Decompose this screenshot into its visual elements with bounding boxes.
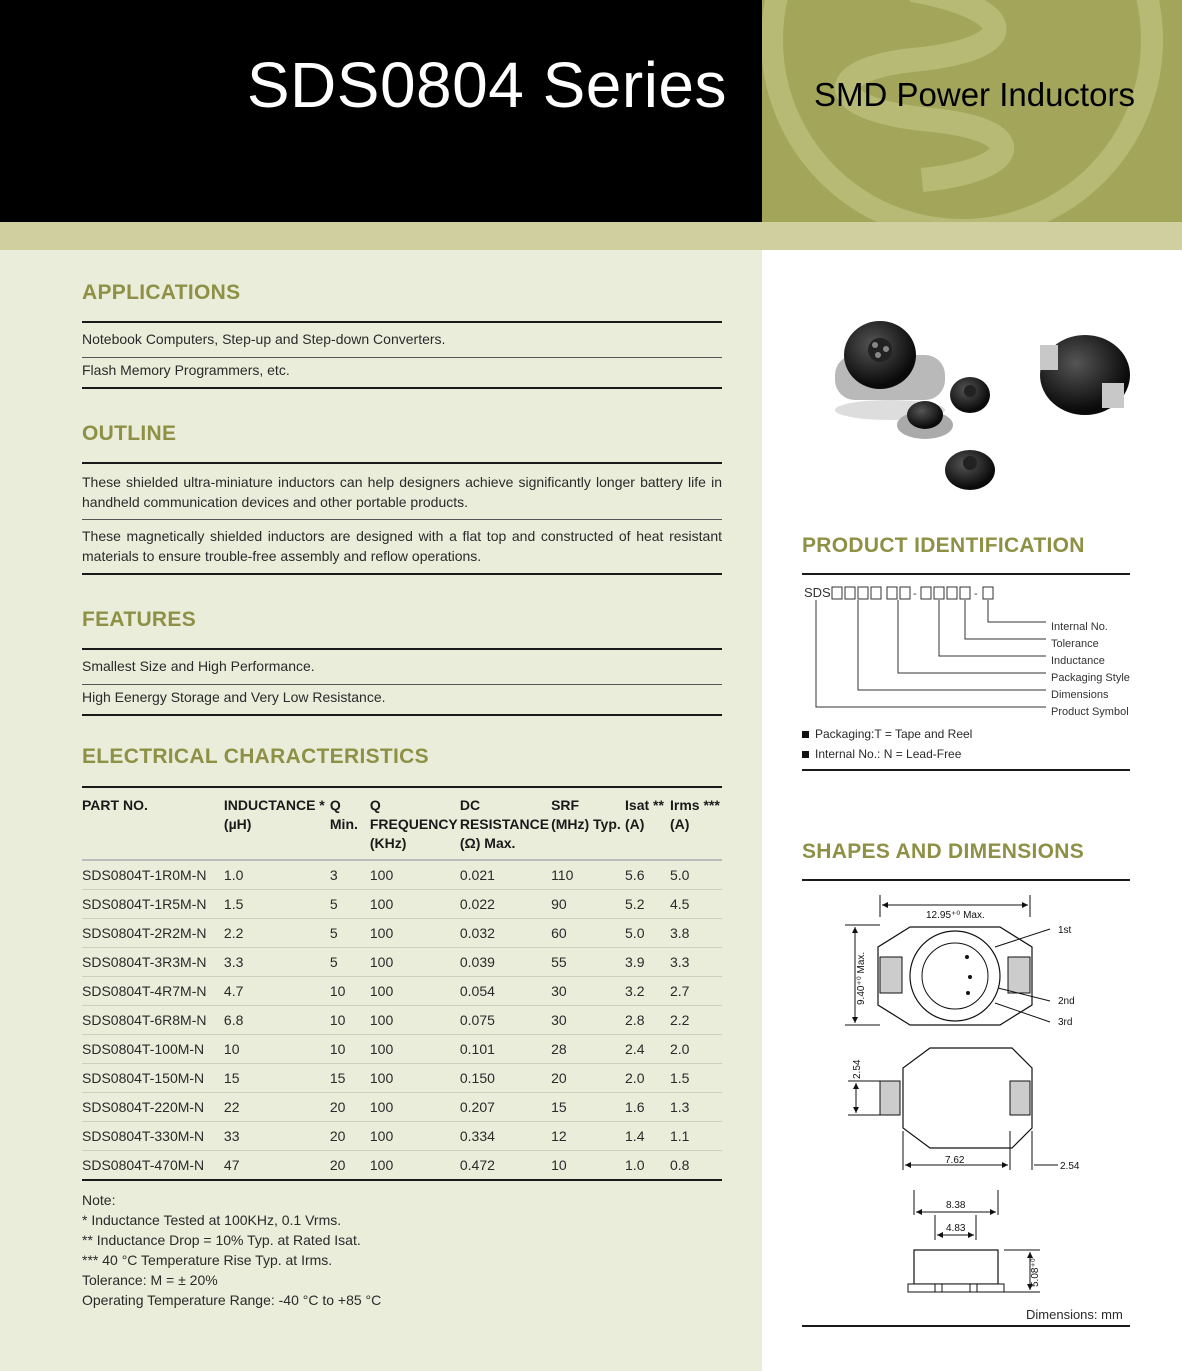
outline-heading: OUTLINE <box>82 422 177 445</box>
notes-block <box>82 1190 381 1310</box>
pid-legend-text: Packaging:T = Tape and Reel <box>815 727 973 741</box>
part-number-cell: SDS0804T-220M-N <box>82 1099 205 1115</box>
header-text: INDUCTANCE * <box>223 797 325 813</box>
note-line: * Inductance Tested at 100KHz, 0.1 Vrms. <box>82 1212 342 1228</box>
divider <box>802 879 1130 881</box>
note-line: Tolerance: M = ± 20% <box>82 1272 218 1288</box>
divider <box>82 648 722 650</box>
table-cell: 1.3 <box>669 1099 690 1115</box>
pid-leader-lines <box>816 600 1046 707</box>
table-header-cell <box>625 787 670 860</box>
table-cell: 15 <box>223 1070 240 1086</box>
table-cell: 4.5 <box>669 896 690 912</box>
table-cell: 5 <box>329 925 338 941</box>
table-row <box>82 1035 722 1064</box>
table-cell: 0.022 <box>459 896 495 912</box>
table-cell: 100 <box>369 1070 394 1086</box>
table-cell: 20 <box>551 1070 567 1086</box>
dim-762-label: 7.62 <box>945 1155 965 1166</box>
table-cell: 100 <box>369 1041 394 1057</box>
shapes-dimensions-heading: SHAPES AND DIMENSIONS <box>802 840 1085 863</box>
table-cell: 1.0 <box>625 1157 645 1173</box>
table-cell: 10 <box>329 1041 346 1057</box>
table-cell: 2.0 <box>625 1070 645 1086</box>
dim-254-side-label: 2.54 <box>852 1059 863 1079</box>
header-text: (A) <box>669 816 690 832</box>
bullet-square-icon <box>802 731 809 738</box>
pid-dash: - <box>974 588 978 600</box>
table-row <box>82 860 722 890</box>
pin-label-1st: 1st <box>1058 925 1072 936</box>
table-cell: 3.9 <box>625 954 645 970</box>
divider <box>802 1325 1130 1327</box>
note-line: ** Inductance Drop = 10% Typ. at Rated Isat. <box>82 1232 361 1248</box>
table-cell: 3.3 <box>669 954 690 970</box>
table-cell: 3.8 <box>669 925 690 941</box>
pid-dash: - <box>913 588 917 600</box>
divider <box>82 684 722 685</box>
table-cell: 100 <box>369 867 394 883</box>
table-cell: 20 <box>329 1157 346 1173</box>
part-number-cell: SDS0804T-6R8M-N <box>82 1012 207 1028</box>
table-header-cell <box>330 787 370 860</box>
dim-508-label: 5.08⁺⁰ <box>1030 1258 1041 1287</box>
header-text: (MHz) Typ. <box>551 816 621 832</box>
table-cell: 30 <box>551 1012 567 1028</box>
table-cell: 100 <box>369 925 394 941</box>
divider <box>802 573 1130 575</box>
feature-item: Smallest Size and High Performance. <box>82 658 315 674</box>
table-cell: 15 <box>329 1070 346 1086</box>
header-band <box>0 222 1182 250</box>
part-number-cell: SDS0804T-1R0M-N <box>82 867 207 883</box>
header-text: SRF <box>551 797 580 813</box>
header-text: DC <box>459 797 481 813</box>
part-number-cell: SDS0804T-3R3M-N <box>82 954 207 970</box>
pid-label-dimensions: Dimensions <box>1051 689 1109 701</box>
pid-label-tolerance: Tolerance <box>1051 638 1099 650</box>
table-cell: 10 <box>329 983 346 999</box>
table-cell: 5.6 <box>625 867 645 883</box>
table-cell: 1.6 <box>625 1099 645 1115</box>
bullet-square-icon <box>802 751 809 758</box>
header-text: Q <box>369 797 381 813</box>
table-row <box>82 948 722 977</box>
divider <box>82 387 722 389</box>
divider <box>82 462 722 464</box>
table-header-cell <box>370 787 460 860</box>
header-text: RESISTANCE <box>459 816 550 832</box>
part-number-cell: SDS0804T-330M-N <box>82 1128 205 1144</box>
table-cell: 15 <box>551 1099 567 1115</box>
table-cell: 0.032 <box>459 925 495 941</box>
applications-heading: APPLICATIONS <box>82 281 241 304</box>
table-cell: 5 <box>329 896 338 912</box>
table-cell: 2.2 <box>223 925 244 941</box>
note-line: *** 40 °C Temperature Rise Typ. at Irms. <box>82 1252 333 1268</box>
dim-838-label: 8.38 <box>946 1200 966 1211</box>
part-number-cell: SDS0804T-4R7M-N <box>82 983 207 999</box>
table-cell: 1.5 <box>223 896 244 912</box>
dimension-units-note: Dimensions: mm <box>1026 1307 1123 1322</box>
header-text: Irms *** <box>669 797 720 813</box>
table-cell: 90 <box>551 896 567 912</box>
pin-label-3rd: 3rd <box>1058 1017 1073 1028</box>
pid-label-internal-no: Internal No. <box>1051 621 1108 633</box>
note-line: Operating Temperature Range: -40 °C to +85 °C <box>82 1292 382 1308</box>
table-cell: 100 <box>369 1012 394 1028</box>
part-number-cell: SDS0804T-100M-N <box>82 1041 205 1057</box>
table-cell: 5.0 <box>625 925 645 941</box>
table-cell: 47 <box>223 1157 240 1173</box>
product-identification-heading: PRODUCT IDENTIFICATION <box>802 534 1085 557</box>
divider <box>82 519 722 520</box>
table-header-cell <box>670 787 722 860</box>
table-header-row <box>82 787 722 860</box>
table-cell: 0.334 <box>459 1128 495 1144</box>
table-cell: 100 <box>369 1157 394 1173</box>
feature-item: High Eenergy Storage and Very Low Resistance. <box>82 689 386 705</box>
table-row <box>82 1093 722 1122</box>
table-cell: 0.021 <box>459 867 495 883</box>
table-cell: 100 <box>369 1099 394 1115</box>
side-view-body <box>914 1250 998 1284</box>
table-cell: 0.101 <box>459 1041 495 1057</box>
table-cell: 1.5 <box>669 1070 690 1086</box>
table-cell: 10 <box>223 1041 240 1057</box>
dim-254-right-label: 2.54 <box>1060 1161 1080 1172</box>
table-cell: 100 <box>369 983 394 999</box>
table-header-cell <box>460 787 551 860</box>
table-cell: 5.2 <box>625 896 645 912</box>
table-cell: 0.207 <box>459 1099 495 1115</box>
table-cell: 30 <box>551 983 567 999</box>
table-cell: 20 <box>329 1128 346 1144</box>
header-text: (KHz) <box>369 835 407 851</box>
part-number-cell: SDS0804T-1R5M-N <box>82 896 207 912</box>
dim-width-label: 12.95⁺⁰ Max. <box>926 910 985 921</box>
table-cell: 10 <box>551 1157 567 1173</box>
features-heading: FEATURES <box>82 608 197 631</box>
application-item: Notebook Computers, Step-up and Step-down Converters. <box>82 331 446 347</box>
table-cell: 0.039 <box>459 954 495 970</box>
table-header-cell <box>82 787 224 860</box>
table-cell: 100 <box>369 896 394 912</box>
table-cell: 28 <box>551 1041 567 1057</box>
table-cell: 1.4 <box>625 1128 645 1144</box>
table-cell: 60 <box>551 925 567 941</box>
table-cell: 4.7 <box>223 983 244 999</box>
pid-legend-text: Internal No.: N = Lead-Free <box>815 747 962 761</box>
table-cell: 6.8 <box>223 1012 244 1028</box>
table-cell: 0.075 <box>459 1012 495 1028</box>
pin-label-2nd: 2nd <box>1058 996 1075 1007</box>
application-item: Flash Memory Programmers, etc. <box>82 362 290 378</box>
divider <box>82 714 722 716</box>
shapes-dimensions-drawing <box>800 885 1140 1325</box>
electrical-characteristics-table <box>82 786 722 1181</box>
table-row <box>82 1064 722 1093</box>
table-cell: 2.8 <box>625 1012 645 1028</box>
outline-paragraph: These magnetically shielded inductors are designed with a flat top and constructed of heat resistant materials to ensure trouble-free assembly and reflow operations. <box>82 528 722 564</box>
pid-prefix: SDS <box>804 585 831 600</box>
table-cell: 22 <box>223 1099 240 1115</box>
table-cell: 0.472 <box>459 1157 495 1173</box>
table-row <box>82 890 722 919</box>
inductor-product-photo <box>800 315 1140 515</box>
table-row <box>82 919 722 948</box>
table-row <box>82 1006 722 1035</box>
table-cell: 2.7 <box>669 983 690 999</box>
pid-label-product-symbol: Product Symbol <box>1051 706 1129 718</box>
header-text: Q <box>329 797 341 813</box>
divider <box>82 573 722 575</box>
product-category-title: SMD Power Inductors <box>814 76 1135 113</box>
table-cell: 12 <box>551 1128 567 1144</box>
outline-paragraph: These shielded ultra-miniature inductors can help designers achieve significantly longer battery life in handheld communication devices and other portable products. <box>82 474 722 510</box>
table-cell: 33 <box>223 1128 240 1144</box>
divider <box>82 321 722 323</box>
pid-legend-item <box>802 747 961 761</box>
header-text: Isat ** <box>625 797 664 813</box>
table-cell: 0.054 <box>459 983 495 999</box>
note-line: Note: <box>82 1192 116 1208</box>
part-number-cell: SDS0804T-150M-N <box>82 1070 205 1086</box>
table-cell: 100 <box>369 1128 394 1144</box>
header-text: (A) <box>625 816 645 832</box>
table-header-cell <box>551 787 625 860</box>
table-cell: 1.1 <box>669 1128 690 1144</box>
pid-legend-item <box>802 727 972 741</box>
electrical-heading: ELECTRICAL CHARACTERISTICS <box>82 745 429 768</box>
table-header-cell <box>224 787 330 860</box>
part-number-cell: SDS0804T-470M-N <box>82 1157 205 1173</box>
header-text: FREQUENCY <box>369 816 458 832</box>
table-row <box>82 977 722 1006</box>
series-title: SDS0804 Series <box>246 49 727 121</box>
header-text: (Ω) Max. <box>459 835 516 851</box>
pid-label-packaging-style: Packaging Style <box>1051 672 1130 684</box>
dim-483-label: 4.83 <box>946 1223 966 1234</box>
divider <box>82 357 722 358</box>
header-text: (µH) <box>223 816 252 832</box>
table-cell: 5.0 <box>669 867 690 883</box>
table-cell: 3.3 <box>223 954 244 970</box>
table-cell: 10 <box>329 1012 346 1028</box>
table-row <box>82 1151 722 1181</box>
table-cell: 20 <box>329 1099 346 1115</box>
table-cell: 5 <box>329 954 338 970</box>
table-cell: 1.0 <box>223 867 244 883</box>
divider <box>802 769 1130 771</box>
table-cell: 0.150 <box>459 1070 495 1086</box>
table-cell: 3 <box>329 867 338 883</box>
table-cell: 110 <box>551 867 574 883</box>
table-cell: 3.2 <box>625 983 645 999</box>
header-text: PART NO. <box>82 797 148 813</box>
table-row <box>82 1122 722 1151</box>
table-cell: 2.0 <box>669 1041 690 1057</box>
header-text: Min. <box>329 816 358 832</box>
dim-height-label: 9.40⁺⁰ Max. <box>856 951 867 1005</box>
table-cell: 2.2 <box>669 1012 690 1028</box>
table-cell: 2.4 <box>625 1041 645 1057</box>
pid-label-inductance: Inductance <box>1051 655 1105 667</box>
table-cell: 0.8 <box>669 1157 690 1173</box>
table-cell: 100 <box>369 954 394 970</box>
product-identification-diagram <box>800 580 1140 725</box>
table-cell: 55 <box>551 954 567 970</box>
part-number-cell: SDS0804T-2R2M-N <box>82 925 207 941</box>
